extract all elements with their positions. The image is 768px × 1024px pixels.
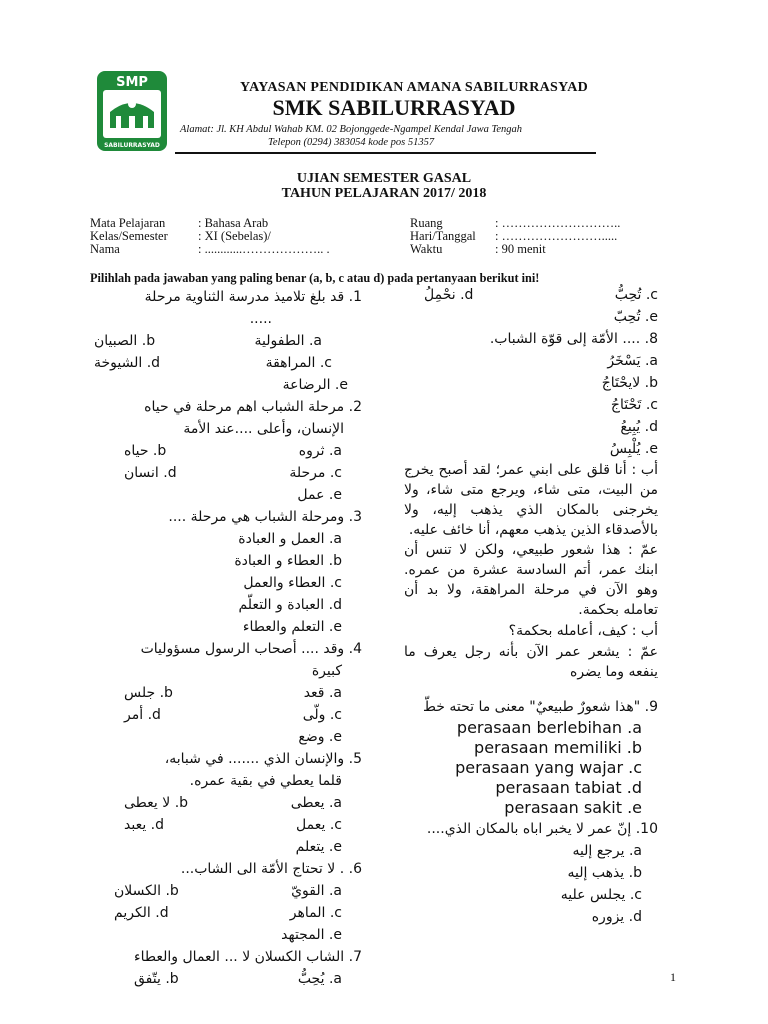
option-b: b. جلس [124,685,173,701]
option-b: b. يتّفق [134,971,179,987]
option-d: d. نحْمِلُ [424,287,474,303]
option-e: e. عمل [297,487,342,503]
question-1: 1. قد بلغ تلاميذ مدرسة الثناوية مرحلة [144,289,362,305]
option-a: a. قعد [303,685,342,701]
question-5-cont: قلما يعطي في بقية عمره. [189,773,342,789]
dialog-father-2: أب : كيف، أعامله بحكمة؟ [508,623,658,639]
option-c: c. تُحِبُّ [614,287,658,303]
option-d: d. أمر [124,707,161,723]
exam-title: UJIAN SEMESTER GASAL [296,171,472,186]
option-e: e. يتعلم [295,839,342,855]
meta-value: : ……………………..... [495,229,618,243]
meta-label: Hari/Tanggal [410,229,476,243]
option-b: b. يذهب إليه [567,865,642,881]
option-c: c. يعمل [296,817,342,833]
option-e: e. التعلم والعطاء [242,619,342,635]
meta-value: : ............……………….. . [198,242,330,256]
logo-bottom-text: SABILURRASYAD [104,142,160,149]
option-a: perasaan berlebihan .a [456,718,642,737]
option-d: d. يزوره [591,909,642,925]
option-e: perasaan sakit .e [504,798,642,817]
option-d: d. يعبد [124,817,165,833]
exam-year: TAHUN PELAJARAN 2017/ 2018 [281,186,487,201]
option-b: b. حياه [124,443,167,459]
option-c: c. المراهقة [265,355,332,371]
option-b: b. لا يعطى [124,795,189,811]
option-d: d. الشيوخة [94,355,161,371]
meta-value: : 90 menit [495,242,546,256]
option-c: c. ولّى [302,707,342,723]
option-b: perasaan memiliki .b [474,738,642,757]
option-d: d. العبادة و التعلّم [238,597,342,613]
option-c: c. تَحْتَاجُ [610,397,658,413]
question-3: 3. ومرحلة الشباب هي مرحلة .... [168,509,362,525]
option-c: c. يجلس عليه [560,887,642,903]
option-c: c. العطاء والعمل [243,575,342,591]
question-8: 8. .... الأمّة إلى قوّة الشباب. [489,331,658,347]
page-number: 1 [670,970,676,984]
meta-label: Waktu [410,242,443,256]
option-d: perasaan tabiat .d [495,778,642,797]
option-b: b. الصبيان [94,333,156,349]
option-d: d. الكريم [114,905,169,921]
question-5: 5. والإنسان الذي ....... في شبابه، [164,751,362,767]
meta-value: : XI (Sebelas)/ [198,229,271,243]
option-a: a. يُحِبُّ [297,971,342,987]
option-a: a. يرجع إليه [572,843,642,859]
dialog-uncle-2: عمّ : يشعر عمر الآن بأنه رجل يعرف ما ينفعه وما يضره [404,644,658,680]
option-e: e. وضع [298,729,342,745]
option-a: a. ثروه [298,443,342,459]
school-name: SMK SABILURRASYAD [272,95,516,120]
option-c: c. الماهر [289,905,342,921]
option-a: a. يَسْخَرُ [607,353,658,369]
meta-value: : ……………………….. [495,216,621,230]
question-6: 6. . لا تحتاج الأمّة الى الشاب... [180,861,362,877]
meta-label: Mata Pelajaran [90,216,166,230]
question-7: 7. الشاب الكسلان لا ... العمال والعطاء [134,949,362,965]
option-b: b. الكسلان [114,883,179,899]
option-b: b. العطاء و العبادة [234,553,342,569]
meta-label: Nama [90,242,120,256]
option-a: a. يعطى [290,795,342,811]
questions-column-left [404,284,658,928]
meta-label: Ruang [410,216,443,230]
school-address: Alamat: Jl. KH Abdul Wahab KM. 02 Bojonggede-Ngampel Kendal Jawa Tengah [180,124,523,135]
option-b: b. لايحْتَاجُ [601,375,658,391]
foundation-name: YAYASAN PENDIDIKAN AMANA SABILURRASYAD [239,80,589,95]
dialog-uncle-1: عمّ : هذا شعور طبيعي، ولكن لا تنس أن ابنك عمر، أتم السادسة عشرة من عمره. وهو الآن في مرحلة المراهقة، ولا بد أن تعامله بحكمة. [404,542,658,618]
option-d: d. انسان [124,465,177,481]
header-rule [175,152,596,154]
option-a: a. الطفولية [254,333,322,349]
dialog-father-1: أب : أنا قلق على ابني عمر؛ لقد أصبح يخرج من البيت، متى شاء، ويرجع متى شاء، ولا يخرجنى بالمكان الذي يذهب إليه، ولا بالأصدقاء الذين يذهب معهم، أنا خائف عليه. [404,462,658,538]
option-a: a. العمل و العبادة [238,531,342,547]
school-phone: Telepon (0294) 383054 kode pos 51357 [268,137,435,148]
option-c: perasaan yang wajar .c [455,758,642,777]
question-9: 9. "هذا شعورٌ طبيعيٌ" معنى ما تحته خطّ [422,699,658,715]
logo-top-text: SMP [116,75,148,90]
question-1-cont: ..... [249,311,272,327]
option-e: e. يُلْبِسُ [609,441,658,457]
question-2: 2. مرحلة الشباب اهم مرحلة في حياه [144,399,362,415]
option-a: a. القويّ [291,883,342,899]
meta-left [90,217,330,256]
option-e: e. المجتهد [281,927,342,943]
option-e: e. الرضاعة [282,377,348,393]
option-c: c. مرحلة [289,465,342,481]
question-4-cont: كبيرة [311,663,342,679]
option-e: e. تُحِبّ [613,309,658,325]
option-d: d. يُبِيعُ [620,419,658,435]
question-4: 4. وقد .... أصحاب الرسول مسؤوليات [140,641,362,657]
question-10: 10. إنّ عمر لا يخبر اباه بالمكان الذي.... [426,821,658,837]
question-2-cont: الإنسان، وأعلى ....عند الأمة [183,421,344,437]
meta-label: Kelas/Semester [90,229,168,243]
instruction-text: Pilihlah pada jawaban yang paling benar (a, b, c atau d) pada pertanyaan berikut ini! [90,271,540,285]
questions-column-right [94,286,362,990]
meta-right [410,217,620,256]
meta-value: : Bahasa Arab [198,216,269,230]
